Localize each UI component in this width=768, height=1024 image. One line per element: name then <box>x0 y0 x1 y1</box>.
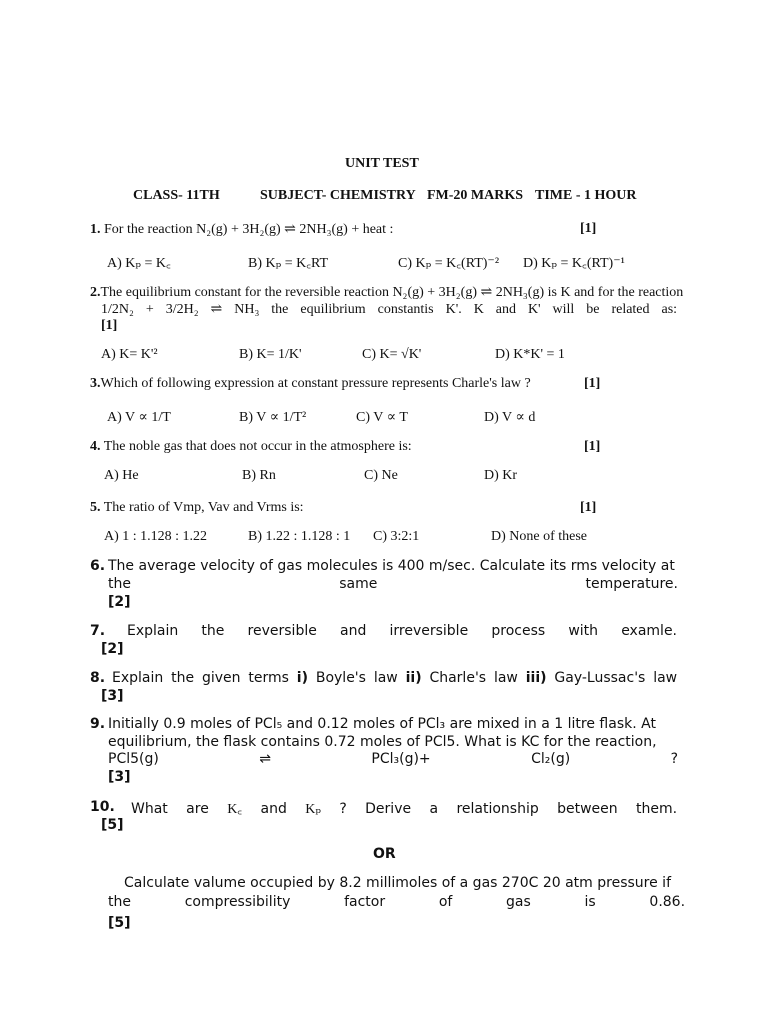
question-1-marks: [1] <box>580 221 597 236</box>
subject-label: SUBJECT- CHEMISTRY <box>260 188 416 203</box>
word: K'. <box>445 302 462 317</box>
question-3 <box>90 376 531 392</box>
word: factor <box>344 894 386 910</box>
word: constantis <box>377 302 434 317</box>
word: Derive <box>365 801 412 817</box>
word: Charle's <box>429 670 487 686</box>
q3-option-a: A) V ∝ 1/T <box>107 410 171 425</box>
word: given <box>201 670 241 686</box>
equilibrium-arrow: ⇌ <box>259 751 271 767</box>
question-9-line-1: Initially 0.9 moles of PCl₅ and 0.12 moles of PCl₃ are mixed in a 1 litre flask. At <box>108 716 656 732</box>
word: K <box>473 302 484 317</box>
question-6-line-2 <box>108 576 678 592</box>
q4-option-b: B) Rn <box>242 468 276 483</box>
alt-question-marks: [5] <box>108 915 131 931</box>
page-title: UNIT TEST <box>345 156 419 171</box>
word: gas <box>506 894 531 910</box>
word: the <box>171 670 195 686</box>
question-8-number: 8. <box>90 670 106 686</box>
q5-option-a: A) 1 : 1.128 : 1.22 <box>104 529 208 544</box>
word: ⇌ <box>210 302 223 317</box>
word: Kₚ <box>305 802 321 817</box>
word: examle. <box>621 623 678 639</box>
word: as: <box>661 302 678 317</box>
question-8-text <box>112 670 677 686</box>
question-8-marks: [3] <box>101 688 124 704</box>
word: Explain <box>127 623 179 639</box>
word: same <box>339 576 378 592</box>
question-9-marks: [3] <box>108 769 131 785</box>
word: 0.86. <box>649 894 686 910</box>
question-number: 4. <box>90 439 101 454</box>
q1-option-d: D) Kₚ = K꜀(RT)⁻¹ <box>523 256 625 271</box>
question-7-marks: [2] <box>101 641 124 657</box>
time-label: TIME - 1 HOUR <box>535 188 637 203</box>
word: + <box>145 302 154 317</box>
question-6-line-1: The average velocity of gas molecules is 400 m/sec. Calculate its rms velocity at <box>108 558 675 574</box>
word: What <box>131 801 168 817</box>
q2-option-d: D) K*K' = 1 <box>495 347 565 362</box>
word: between <box>557 801 618 817</box>
word: compressibility <box>184 894 291 910</box>
question-6-number: 6. <box>90 558 106 574</box>
alt-question-line-2 <box>108 894 685 910</box>
word: the <box>271 302 289 317</box>
question-text: The noble gas that does not occur in the atmosphere is: <box>103 439 412 454</box>
question-2-line-2 <box>101 301 677 318</box>
word: equilibrium <box>300 302 366 317</box>
question-2-marks: [1] <box>101 318 118 333</box>
word: ? <box>339 801 347 817</box>
q3-option-d: D) V ∝ d <box>484 410 536 425</box>
question-number: 5. <box>90 500 101 515</box>
word: the <box>201 623 225 639</box>
q3-option-b: B) V ∝ 1/T² <box>239 410 307 425</box>
word: Gay-Lussac's <box>554 670 646 686</box>
q5-option-d: D) None of these <box>491 529 588 544</box>
or-separator: OR <box>373 846 396 862</box>
word: Boyle's <box>315 670 366 686</box>
word: 3/2H₂ <box>165 302 199 317</box>
word: iii) <box>525 670 547 686</box>
word: K꜀ <box>227 802 243 817</box>
question-7-text <box>127 623 677 639</box>
word: are <box>186 801 209 817</box>
word: them. <box>636 801 678 817</box>
q3-option-c: C) V ∝ T <box>356 410 408 425</box>
q5-option-c: C) 3:2:1 <box>373 529 420 544</box>
word: relationship <box>456 801 539 817</box>
word: law <box>493 670 518 686</box>
word: K' <box>527 302 541 317</box>
question-number: 2. <box>90 285 101 300</box>
word: ii) <box>405 670 422 686</box>
question-text: For the reaction N₂(g) + 3H₂(g) ⇌ 2NH₃(g) + heat : <box>104 222 394 237</box>
word: the <box>108 576 131 592</box>
word: terms <box>248 670 289 686</box>
word: is <box>584 894 596 910</box>
word: NH₃ <box>234 302 260 317</box>
question-10-marks: [5] <box>101 817 124 833</box>
question-5 <box>90 500 304 516</box>
q2-option-a: A) K= K'² <box>101 347 158 362</box>
q1-option-a: A) Kₚ = K꜀ <box>107 256 171 271</box>
question-7-number: 7. <box>90 623 106 639</box>
question-9-line-2: equilibrium, the flask contains 0.72 moles of PCl5. What is KC for the reaction, <box>108 734 657 750</box>
question-4 <box>90 439 412 455</box>
word: a <box>429 801 439 817</box>
question-10-text <box>131 799 677 818</box>
marks-label: FM-20 MARKS <box>427 188 524 203</box>
question-text-line-1: The equilibrium constant for the reversible reaction N₂(g) + 3H₂(g) ⇌ 2NH₃(g) is K and for the reaction <box>100 285 684 300</box>
q2-option-c: C) K= √K' <box>362 347 422 362</box>
question-10-number: 10. <box>90 799 115 815</box>
question-3-marks: [1] <box>584 376 601 391</box>
q1-option-c: C) Kₚ = K꜀(RT)⁻² <box>398 256 500 271</box>
word: and <box>495 302 516 317</box>
word: and <box>260 801 287 817</box>
question-6-marks: [2] <box>108 594 131 610</box>
question-9-number: 9. <box>90 716 106 732</box>
word: PCl₃(g)+ <box>371 751 431 767</box>
word: temperature. <box>585 576 678 592</box>
q4-option-d: D) Kr <box>484 468 518 483</box>
class-label: CLASS- 11TH <box>133 188 220 203</box>
q2-option-b: B) K= 1/K' <box>239 347 302 362</box>
q1-option-b: B) Kₚ = K꜀RT <box>248 256 329 271</box>
word: ? <box>670 751 679 767</box>
word: PCl5(g) <box>108 751 159 767</box>
word: with <box>568 623 599 639</box>
q4-option-c: C) Ne <box>364 468 398 483</box>
word: and <box>340 623 367 639</box>
word: be <box>586 302 600 317</box>
word: reversible <box>247 623 317 639</box>
question-5-marks: [1] <box>580 500 597 515</box>
word: Cl₂(g) <box>531 751 571 767</box>
word: process <box>491 623 546 639</box>
question-number: 1. <box>90 222 101 237</box>
question-4-marks: [1] <box>584 439 601 454</box>
alt-question-line-1: Calculate valume occupied by 8.2 millimoles of a gas 270C 20 atm pressure if <box>124 875 671 891</box>
word: 1/2N₂ <box>101 302 134 317</box>
word: law <box>653 670 678 686</box>
question-1 <box>90 221 393 238</box>
word: irreversible <box>389 623 469 639</box>
q4-option-a: A) He <box>104 468 139 483</box>
question-text: Which of following expression at constant pressure represents Charle's law ? <box>100 376 531 391</box>
question-number: 3. <box>90 376 101 391</box>
word: Explain <box>112 670 164 686</box>
word: i) <box>296 670 308 686</box>
word: related <box>611 302 650 317</box>
question-2 <box>90 284 683 301</box>
word: law <box>373 670 398 686</box>
q5-option-b: B) 1.22 : 1.128 : 1 <box>248 529 351 544</box>
word: of <box>438 894 453 910</box>
question-text: The ratio of Vmp, Vav and Vrms is: <box>103 500 304 515</box>
word: will <box>552 302 575 317</box>
question-9-line-3 <box>108 751 678 767</box>
word: the <box>108 894 131 910</box>
